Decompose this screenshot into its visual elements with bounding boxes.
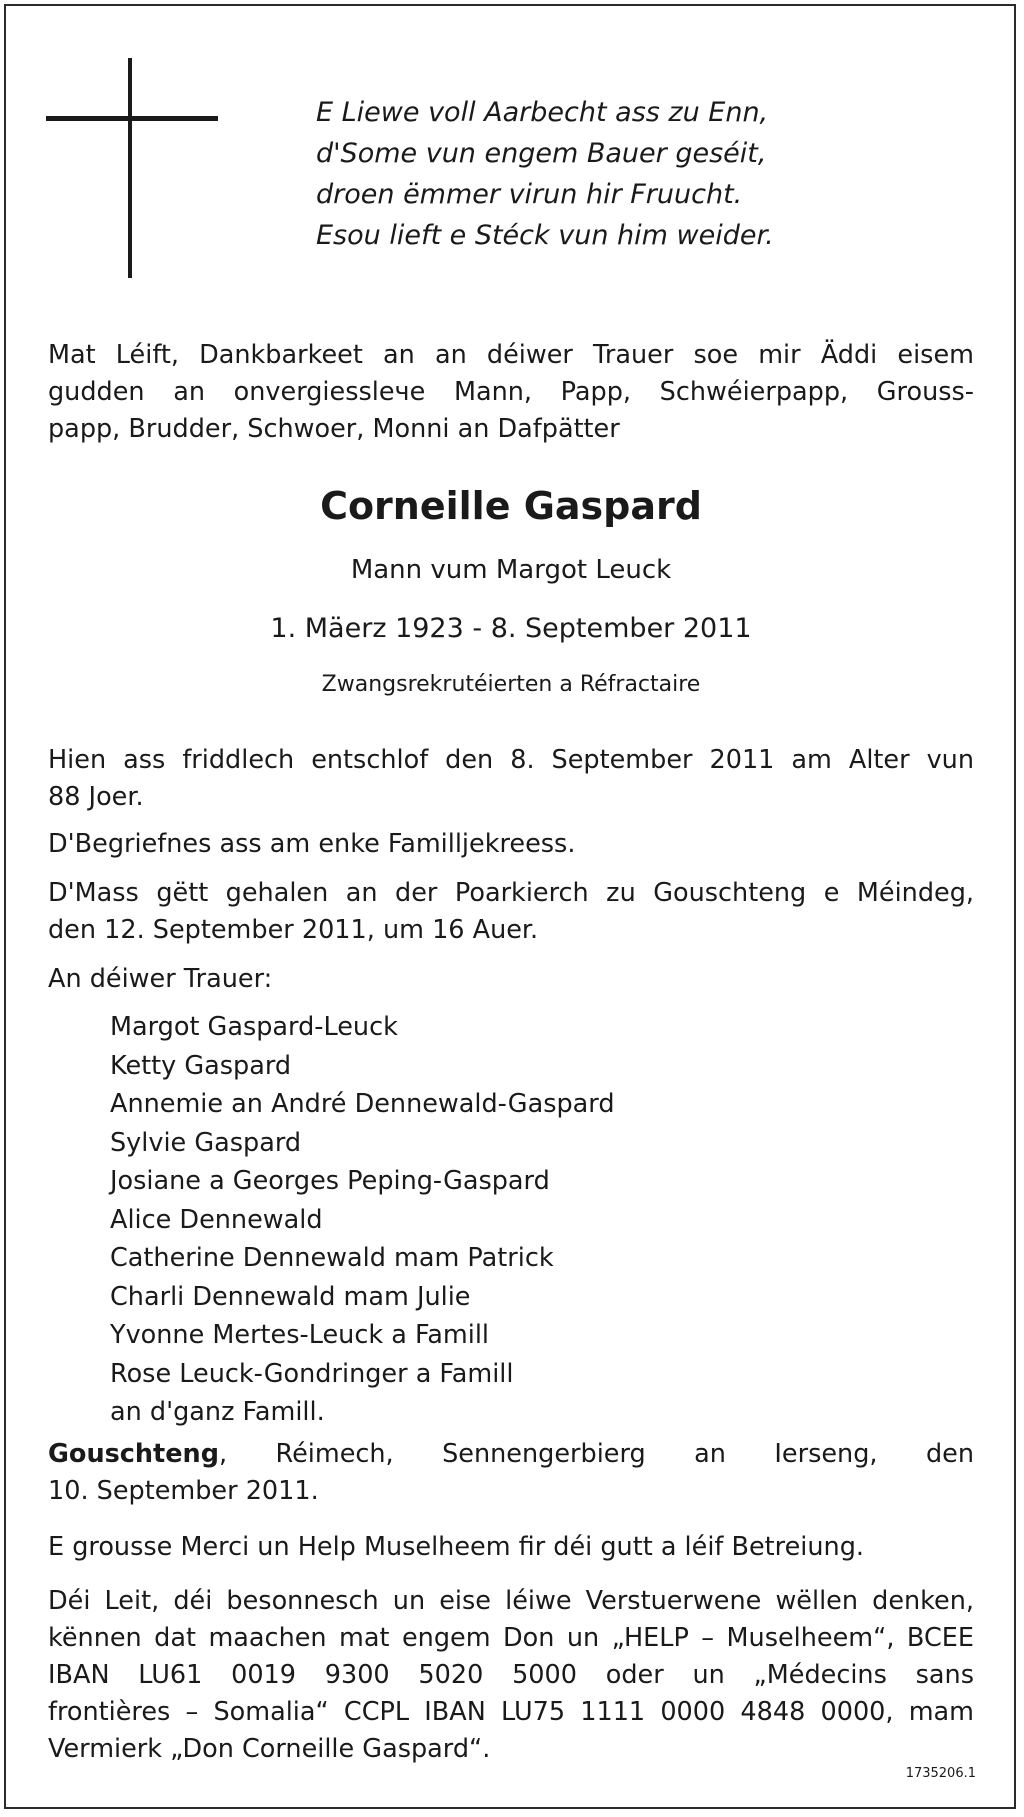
passed-line: 88 Joer. — [48, 782, 144, 812]
life-dates: 1. Mäerz 1923 - 8. September 2011 — [270, 613, 752, 644]
poem-line: droen ëmmer virun hir Fruucht. — [316, 179, 743, 210]
mourner-item: Ketty Gaspard — [110, 1050, 292, 1081]
thanks-line: E grousse Merci un Help Muselheem fir déi gutt a léif Betreiung. — [48, 1532, 864, 1562]
donation-line: frontières – Somalia“ CCPL IBAN LU75 1111 0000 4848 0000, mam — [48, 1697, 974, 1727]
deceased-title: Zwangsrekrutéierten a Réfractaire — [321, 672, 701, 697]
poem-line: E Liewe voll Aarbecht ass zu Enn, — [316, 97, 769, 128]
mourner-item: Alice Dennewald — [110, 1204, 323, 1235]
mourners-list — [110, 1008, 615, 1432]
mourner-item: Rose Leuck-Gondringer a Famill — [110, 1358, 514, 1389]
mass-paragraph — [48, 875, 974, 949]
mourner-item: Charli Dennewald mam Julie — [110, 1281, 471, 1312]
poem — [316, 92, 976, 256]
passed-paragraph — [48, 742, 974, 816]
donation-line: IBAN LU61 0019 9300 5020 5000 oder un „Médecins sans — [48, 1660, 974, 1690]
place-town: Gouschteng — [48, 1439, 219, 1469]
burial-line: D'Begriefnes ass am enke Familljekreess. — [48, 829, 576, 859]
mourner-item: Annemie an André Dennewald-Gaspard — [110, 1089, 615, 1119]
poem-line: Esou lieft e Stéck vun him weider. — [316, 220, 774, 251]
mourner-item: Josiane a Georges Peping-Gaspard — [110, 1166, 550, 1196]
place-rest: , Réimech, Sennengerbierg an Ierseng, den — [218, 1439, 974, 1469]
intro-line: Mat Léift, Dankbarkeet an an déiwer Trauer soe mir Äddi eisem — [48, 340, 974, 370]
donation-paragraph — [48, 1583, 974, 1768]
donation-line: kënnen dat maachen mat engem Don un „HELP – Muselheem“, BCEE — [48, 1623, 974, 1653]
intro-line: gudden an onvergiesslече Mann, Papp, Schwéierpapp, Grouss- — [48, 377, 974, 407]
deceased-name: Corneille Gaspard — [320, 484, 702, 528]
mourner-item: an d'ganz Famill. — [110, 1397, 325, 1427]
mourner-item: Margot Gaspard-Leuck — [110, 1012, 398, 1042]
donation-line: Déi Leit, déi besonnesch un eise léiwe Verstuerwene wëllen denken, — [48, 1586, 974, 1616]
poem-line: d'Some vun engem Bauer geséit, — [316, 138, 767, 169]
spouse-line: Mann vum Margot Leuck — [350, 555, 672, 585]
intro-paragraph — [48, 337, 974, 448]
mourner-item: Catherine Dennewald mam Patrick — [110, 1243, 554, 1273]
mass-line: den 12. September 2011, um 16 Auer. — [48, 915, 539, 945]
passed-line: Hien ass friddlech entschlof den 8. September 2011 am Alter vun — [48, 745, 974, 775]
mourner-item: Sylvie Gaspard — [110, 1127, 302, 1158]
place-date-paragraph — [48, 1436, 974, 1510]
donation-line: Vermierk „Don Corneille Gaspard“. — [48, 1734, 491, 1764]
mass-line: D'Mass gëtt gehalen an der Poarkierch zu Gouschteng e Méindeg, — [48, 878, 974, 908]
reference-number: 1735206.1 — [905, 1766, 976, 1781]
intro-line: papp, Brudder, Schwoer, Monni an Dafpätter — [48, 414, 620, 444]
place-line — [48, 1436, 974, 1473]
place-date: 10. September 2011. — [48, 1476, 319, 1506]
mourner-item: Yvonne Mertes-Leuck a Famill — [110, 1320, 490, 1350]
mourners-heading: An déiwer Trauer: — [48, 964, 273, 994]
